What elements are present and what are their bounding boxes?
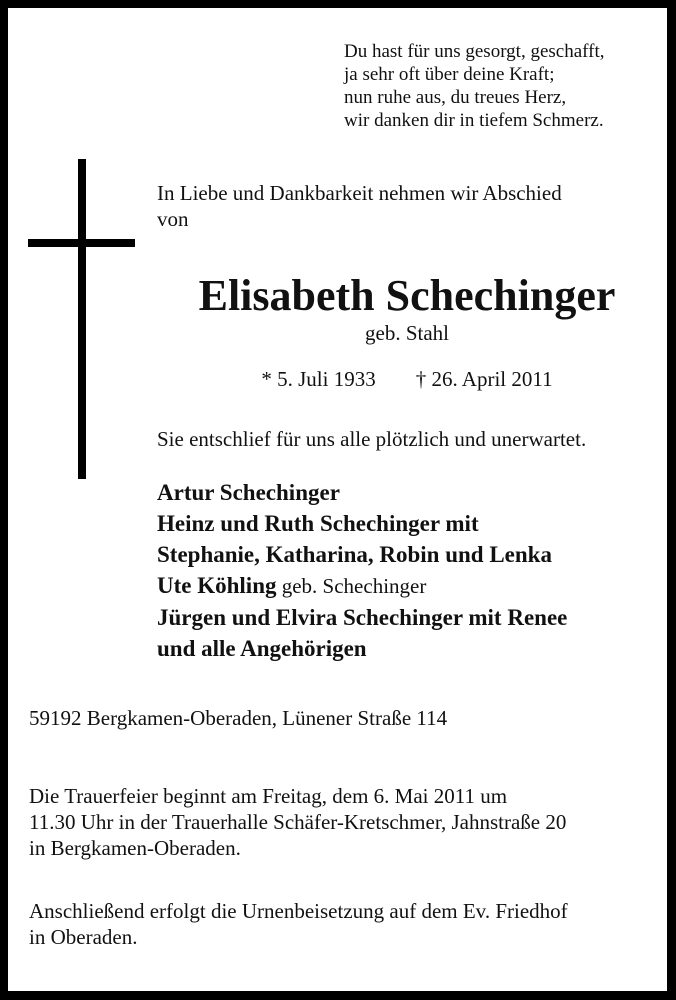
mourners-list [157,477,567,664]
farewell-intro [157,180,562,232]
burial-line: Anschließend erfolgt die Urnenbeisetzung auf dem Ev. Friedhof [29,899,568,923]
poem-line: Du hast für uns gesorgt, geschafft, [344,41,605,62]
poem-line: ja sehr oft über deine Kraft; [344,64,555,85]
passing-text: Sie entschlief für uns alle plötzlich und unerwartet. [157,427,587,451]
service-line: in Bergkamen-Oberaden. [29,836,241,860]
service-line: Die Trauerfeier beginnt am Freitag, dem 6. Mai 2011 um [29,784,508,808]
mourner-name: Stephanie, Katharina, Robin und Lenka [157,542,552,567]
mourner-name: und alle Angehörigen [157,636,367,661]
mourner-maiden-name: geb. Schechinger [276,574,427,598]
burial-line: in Oberaden. [29,925,138,949]
mourner-line [157,602,567,633]
birth-date: * 5. Juli 1933 [261,367,376,391]
mourner-line [157,508,567,539]
poem-line: nun ruhe aus, du treues Herz, [344,87,567,108]
mourner-line [157,477,567,508]
family-address: 59192 Bergkamen-Oberaden, Lünener Straße 114 [29,706,448,730]
poem-line: wir danken dir in tiefem Schmerz. [344,110,604,131]
death-date: † 26. April 2011 [415,367,553,391]
life-dates [157,366,657,392]
service-line: 11.30 Uhr in der Trauerhalle Schäfer-Kretschmer, Jahnstraße 20 [29,810,567,834]
burial-info [29,898,568,950]
maiden-name: geb. Stahl [365,321,449,345]
intro-line: In Liebe und Dankbarkeit nehmen wir Abschied [157,181,562,205]
funeral-service-info [29,783,566,861]
cross-icon-crossbar [28,239,135,247]
mourner-name: Heinz und Ruth Schechinger mit [157,511,479,536]
memorial-poem [344,40,605,132]
mourner-line [157,633,567,664]
mourner-line [157,539,567,570]
mourner-name: Artur Schechinger [157,480,340,505]
mourner-name: Jürgen und Elvira Schechinger mit Renee [157,605,568,630]
deceased-name: Elisabeth Schechinger [198,271,616,320]
mourner-line [157,570,567,602]
intro-line: von [157,207,189,231]
mourner-name: Ute Köhling [157,573,277,598]
cross-icon [78,159,86,479]
